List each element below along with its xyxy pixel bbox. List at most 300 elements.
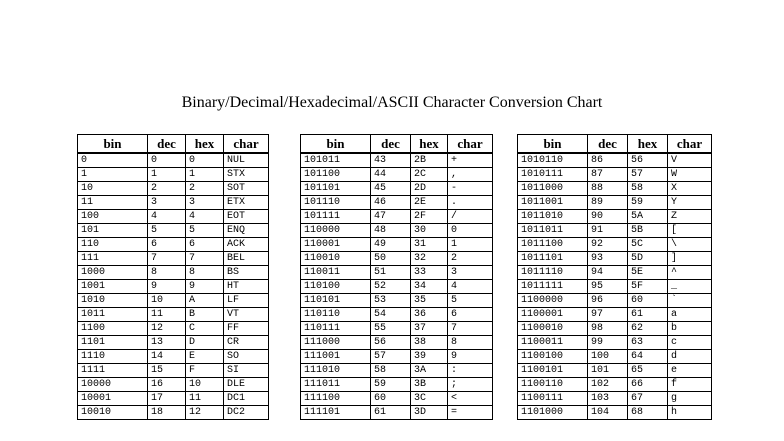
cell-char: ETX bbox=[224, 196, 269, 210]
cell-bin: 1011000 bbox=[518, 182, 588, 196]
table-row bbox=[78, 322, 269, 336]
table-row bbox=[301, 378, 493, 392]
table-row bbox=[78, 224, 269, 238]
cell-bin: 110101 bbox=[301, 294, 371, 308]
cell-bin: 1001 bbox=[78, 280, 148, 294]
cell-bin: 1110 bbox=[78, 350, 148, 364]
cell-dec: 102 bbox=[588, 378, 628, 392]
cell-hex: F bbox=[186, 364, 224, 378]
cell-char: a bbox=[668, 308, 712, 322]
cell-bin: 111000 bbox=[301, 336, 371, 350]
cell-char: ACK bbox=[224, 238, 269, 252]
cell-char: ` bbox=[668, 294, 712, 308]
cell-hex: 5C bbox=[628, 238, 668, 252]
cell-hex: 65 bbox=[628, 364, 668, 378]
cell-char: 8 bbox=[448, 336, 493, 350]
cell-bin: 1100111 bbox=[518, 392, 588, 406]
table-row bbox=[518, 182, 712, 196]
cell-bin: 1011111 bbox=[518, 280, 588, 294]
cell-dec: 13 bbox=[148, 336, 186, 350]
cell-hex: 36 bbox=[411, 308, 448, 322]
cell-char: 6 bbox=[448, 308, 493, 322]
cell-dec: 49 bbox=[371, 238, 411, 252]
cell-char: BS bbox=[224, 266, 269, 280]
cell-bin: 1100010 bbox=[518, 322, 588, 336]
cell-char: W bbox=[668, 168, 712, 182]
cell-bin: 101011 bbox=[301, 153, 371, 168]
cell-hex: 9 bbox=[186, 280, 224, 294]
cell-dec: 7 bbox=[148, 252, 186, 266]
cell-dec: 46 bbox=[371, 196, 411, 210]
cell-hex: 5E bbox=[628, 266, 668, 280]
cell-bin: 1100001 bbox=[518, 308, 588, 322]
header-hex: hex bbox=[628, 135, 668, 154]
cell-bin: 1011100 bbox=[518, 238, 588, 252]
cell-dec: 18 bbox=[148, 406, 186, 420]
header-char: char bbox=[224, 135, 269, 154]
cell-char: Y bbox=[668, 196, 712, 210]
table-header-row bbox=[78, 135, 269, 154]
cell-hex: 5 bbox=[186, 224, 224, 238]
cell-hex: 5D bbox=[628, 252, 668, 266]
cell-bin: 110001 bbox=[301, 238, 371, 252]
cell-bin: 101110 bbox=[301, 196, 371, 210]
cell-char: < bbox=[448, 392, 493, 406]
cell-hex: 31 bbox=[411, 238, 448, 252]
cell-bin: 111011 bbox=[301, 378, 371, 392]
cell-bin: 1100100 bbox=[518, 350, 588, 364]
cell-char: V bbox=[668, 153, 712, 168]
header-dec: dec bbox=[148, 135, 186, 154]
header-bin: bin bbox=[78, 135, 148, 154]
cell-char: EOT bbox=[224, 210, 269, 224]
cell-hex: E bbox=[186, 350, 224, 364]
header-dec: dec bbox=[371, 135, 411, 154]
cell-char: VT bbox=[224, 308, 269, 322]
cell-dec: 11 bbox=[148, 308, 186, 322]
cell-bin: 1011011 bbox=[518, 224, 588, 238]
cell-dec: 10 bbox=[148, 294, 186, 308]
table-row bbox=[78, 238, 269, 252]
cell-bin: 10000 bbox=[78, 378, 148, 392]
cell-bin: 101111 bbox=[301, 210, 371, 224]
cell-dec: 43 bbox=[371, 153, 411, 168]
cell-hex: 33 bbox=[411, 266, 448, 280]
cell-bin: 110000 bbox=[301, 224, 371, 238]
table-row bbox=[301, 406, 493, 420]
cell-bin: 1100000 bbox=[518, 294, 588, 308]
cell-dec: 86 bbox=[588, 153, 628, 168]
cell-bin: 1100101 bbox=[518, 364, 588, 378]
cell-hex: 2B bbox=[411, 153, 448, 168]
cell-bin: 1111 bbox=[78, 364, 148, 378]
cell-dec: 98 bbox=[588, 322, 628, 336]
cell-dec: 99 bbox=[588, 336, 628, 350]
cell-bin: 110010 bbox=[301, 252, 371, 266]
table-row bbox=[78, 252, 269, 266]
table-row bbox=[518, 350, 712, 364]
cell-bin: 1011001 bbox=[518, 196, 588, 210]
cell-hex: 3A bbox=[411, 364, 448, 378]
cell-char: ] bbox=[668, 252, 712, 266]
cell-char: ; bbox=[448, 378, 493, 392]
page-title: Binary/Decimal/Hexadecimal/ASCII Character Conversion Chart bbox=[181, 94, 603, 111]
cell-dec: 50 bbox=[371, 252, 411, 266]
cell-char: SOT bbox=[224, 182, 269, 196]
cell-char: ENQ bbox=[224, 224, 269, 238]
table-row bbox=[78, 308, 269, 322]
cell-char: 3 bbox=[448, 266, 493, 280]
cell-char: STX bbox=[224, 168, 269, 182]
cell-hex: 2C bbox=[411, 168, 448, 182]
cell-char: _ bbox=[668, 280, 712, 294]
table-row bbox=[301, 350, 493, 364]
cell-hex: 12 bbox=[186, 406, 224, 420]
table-row bbox=[301, 336, 493, 350]
table-row bbox=[518, 308, 712, 322]
cell-bin: 101101 bbox=[301, 182, 371, 196]
cell-hex: 59 bbox=[628, 196, 668, 210]
cell-hex: 3B bbox=[411, 378, 448, 392]
cell-hex: 56 bbox=[628, 153, 668, 168]
cell-bin: 111 bbox=[78, 252, 148, 266]
cell-bin: 1101 bbox=[78, 336, 148, 350]
cell-dec: 100 bbox=[588, 350, 628, 364]
cell-dec: 1 bbox=[148, 168, 186, 182]
cell-bin: 110110 bbox=[301, 308, 371, 322]
cell-bin: 1 bbox=[78, 168, 148, 182]
cell-dec: 8 bbox=[148, 266, 186, 280]
cell-dec: 97 bbox=[588, 308, 628, 322]
cell-char: SI bbox=[224, 364, 269, 378]
cell-bin: 10 bbox=[78, 182, 148, 196]
cell-hex: 3C bbox=[411, 392, 448, 406]
cell-bin: 1011010 bbox=[518, 210, 588, 224]
cell-char: DC1 bbox=[224, 392, 269, 406]
conversion-table-2 bbox=[300, 134, 493, 420]
cell-dec: 104 bbox=[588, 406, 628, 420]
header-char: char bbox=[448, 135, 493, 154]
cell-char: Z bbox=[668, 210, 712, 224]
cell-dec: 56 bbox=[371, 336, 411, 350]
cell-hex: 64 bbox=[628, 350, 668, 364]
table-row bbox=[518, 378, 712, 392]
cell-hex: 6 bbox=[186, 238, 224, 252]
cell-char: CR bbox=[224, 336, 269, 350]
table-row bbox=[301, 392, 493, 406]
cell-dec: 54 bbox=[371, 308, 411, 322]
cell-hex: 2E bbox=[411, 196, 448, 210]
cell-char: [ bbox=[668, 224, 712, 238]
cell-char: / bbox=[448, 210, 493, 224]
cell-hex: 2F bbox=[411, 210, 448, 224]
cell-bin: 1000 bbox=[78, 266, 148, 280]
cell-dec: 92 bbox=[588, 238, 628, 252]
table-row bbox=[301, 322, 493, 336]
cell-dec: 96 bbox=[588, 294, 628, 308]
cell-bin: 1100110 bbox=[518, 378, 588, 392]
cell-hex: 32 bbox=[411, 252, 448, 266]
cell-dec: 88 bbox=[588, 182, 628, 196]
cell-bin: 101 bbox=[78, 224, 148, 238]
cell-dec: 94 bbox=[588, 266, 628, 280]
cell-char: d bbox=[668, 350, 712, 364]
table-row bbox=[78, 378, 269, 392]
table-row bbox=[518, 266, 712, 280]
table-row bbox=[78, 196, 269, 210]
cell-hex: 62 bbox=[628, 322, 668, 336]
cell-hex: 34 bbox=[411, 280, 448, 294]
cell-char: 4 bbox=[448, 280, 493, 294]
cell-hex: 60 bbox=[628, 294, 668, 308]
cell-dec: 15 bbox=[148, 364, 186, 378]
cell-bin: 11 bbox=[78, 196, 148, 210]
cell-char: . bbox=[448, 196, 493, 210]
cell-char: DC2 bbox=[224, 406, 269, 420]
table-row bbox=[518, 210, 712, 224]
cell-char: HT bbox=[224, 280, 269, 294]
table-row bbox=[78, 350, 269, 364]
cell-dec: 89 bbox=[588, 196, 628, 210]
table-header-row bbox=[301, 135, 493, 154]
cell-dec: 17 bbox=[148, 392, 186, 406]
cell-hex: 67 bbox=[628, 392, 668, 406]
cell-char: f bbox=[668, 378, 712, 392]
cell-dec: 44 bbox=[371, 168, 411, 182]
cell-char: DLE bbox=[224, 378, 269, 392]
table-row bbox=[301, 308, 493, 322]
cell-hex: 7 bbox=[186, 252, 224, 266]
cell-bin: 10010 bbox=[78, 406, 148, 420]
cell-dec: 91 bbox=[588, 224, 628, 238]
cell-bin: 111001 bbox=[301, 350, 371, 364]
cell-char: 7 bbox=[448, 322, 493, 336]
table-row bbox=[78, 294, 269, 308]
table-row bbox=[518, 294, 712, 308]
cell-dec: 90 bbox=[588, 210, 628, 224]
table-row bbox=[78, 168, 269, 182]
cell-bin: 101100 bbox=[301, 168, 371, 182]
cell-char: 2 bbox=[448, 252, 493, 266]
cell-char: \ bbox=[668, 238, 712, 252]
header-hex: hex bbox=[186, 135, 224, 154]
table-row bbox=[301, 266, 493, 280]
cell-dec: 53 bbox=[371, 294, 411, 308]
cell-bin: 110011 bbox=[301, 266, 371, 280]
table-row bbox=[518, 196, 712, 210]
table-row bbox=[301, 280, 493, 294]
cell-dec: 3 bbox=[148, 196, 186, 210]
cell-char: LF bbox=[224, 294, 269, 308]
cell-dec: 45 bbox=[371, 182, 411, 196]
cell-hex: D bbox=[186, 336, 224, 350]
cell-dec: 52 bbox=[371, 280, 411, 294]
table-row bbox=[301, 364, 493, 378]
cell-dec: 2 bbox=[148, 182, 186, 196]
table-row bbox=[301, 224, 493, 238]
cell-hex: 58 bbox=[628, 182, 668, 196]
table-row bbox=[78, 392, 269, 406]
table-row bbox=[78, 153, 269, 168]
cell-hex: 30 bbox=[411, 224, 448, 238]
cell-hex: 4 bbox=[186, 210, 224, 224]
cell-bin: 1010111 bbox=[518, 168, 588, 182]
table-row bbox=[518, 364, 712, 378]
table-row bbox=[78, 210, 269, 224]
cell-hex: 68 bbox=[628, 406, 668, 420]
cell-hex: 39 bbox=[411, 350, 448, 364]
cell-char: NUL bbox=[224, 153, 269, 168]
cell-dec: 59 bbox=[371, 378, 411, 392]
cell-hex: 5A bbox=[628, 210, 668, 224]
table-row bbox=[518, 224, 712, 238]
cell-dec: 93 bbox=[588, 252, 628, 266]
table-row bbox=[301, 210, 493, 224]
cell-char: 9 bbox=[448, 350, 493, 364]
cell-char: = bbox=[448, 406, 493, 420]
header-hex: hex bbox=[411, 135, 448, 154]
table-row bbox=[78, 266, 269, 280]
cell-hex: 3D bbox=[411, 406, 448, 420]
cell-hex: B bbox=[186, 308, 224, 322]
table-row bbox=[301, 252, 493, 266]
table-row bbox=[78, 364, 269, 378]
table-row bbox=[78, 182, 269, 196]
cell-hex: 3 bbox=[186, 196, 224, 210]
cell-bin: 1100011 bbox=[518, 336, 588, 350]
table-row bbox=[78, 406, 269, 420]
cell-char: h bbox=[668, 406, 712, 420]
cell-char: 1 bbox=[448, 238, 493, 252]
cell-dec: 9 bbox=[148, 280, 186, 294]
cell-char: : bbox=[448, 364, 493, 378]
cell-bin: 110100 bbox=[301, 280, 371, 294]
cell-hex: 8 bbox=[186, 266, 224, 280]
table-row bbox=[301, 238, 493, 252]
cell-hex: 37 bbox=[411, 322, 448, 336]
cell-hex: 10 bbox=[186, 378, 224, 392]
conversion-table-3 bbox=[517, 134, 712, 420]
table-row bbox=[301, 294, 493, 308]
table-row bbox=[518, 322, 712, 336]
cell-hex: 0 bbox=[186, 153, 224, 168]
cell-char: - bbox=[448, 182, 493, 196]
cell-hex: 5B bbox=[628, 224, 668, 238]
cell-bin: 1011110 bbox=[518, 266, 588, 280]
cell-char: 5 bbox=[448, 294, 493, 308]
cell-dec: 101 bbox=[588, 364, 628, 378]
conversion-table-1 bbox=[77, 134, 269, 420]
table-row bbox=[518, 406, 712, 420]
table-row bbox=[301, 196, 493, 210]
cell-bin: 1011 bbox=[78, 308, 148, 322]
cell-char: ^ bbox=[668, 266, 712, 280]
table-row bbox=[518, 392, 712, 406]
cell-bin: 10001 bbox=[78, 392, 148, 406]
cell-dec: 58 bbox=[371, 364, 411, 378]
table-row bbox=[301, 182, 493, 196]
table-row bbox=[518, 168, 712, 182]
cell-hex: 63 bbox=[628, 336, 668, 350]
cell-dec: 12 bbox=[148, 322, 186, 336]
cell-bin: 1010110 bbox=[518, 153, 588, 168]
cell-dec: 14 bbox=[148, 350, 186, 364]
cell-bin: 110 bbox=[78, 238, 148, 252]
cell-dec: 48 bbox=[371, 224, 411, 238]
cell-dec: 60 bbox=[371, 392, 411, 406]
cell-hex: A bbox=[186, 294, 224, 308]
cell-char: + bbox=[448, 153, 493, 168]
header-char: char bbox=[668, 135, 712, 154]
table-row bbox=[518, 336, 712, 350]
cell-dec: 4 bbox=[148, 210, 186, 224]
cell-hex: 1 bbox=[186, 168, 224, 182]
cell-char: g bbox=[668, 392, 712, 406]
cell-dec: 87 bbox=[588, 168, 628, 182]
cell-hex: 2D bbox=[411, 182, 448, 196]
cell-bin: 0 bbox=[78, 153, 148, 168]
header-dec: dec bbox=[588, 135, 628, 154]
cell-char: , bbox=[448, 168, 493, 182]
cell-bin: 111100 bbox=[301, 392, 371, 406]
cell-char: c bbox=[668, 336, 712, 350]
table-row bbox=[518, 252, 712, 266]
cell-hex: C bbox=[186, 322, 224, 336]
cell-dec: 55 bbox=[371, 322, 411, 336]
header-bin: bin bbox=[301, 135, 371, 154]
cell-bin: 111010 bbox=[301, 364, 371, 378]
cell-bin: 1101000 bbox=[518, 406, 588, 420]
table-row bbox=[78, 336, 269, 350]
cell-dec: 5 bbox=[148, 224, 186, 238]
cell-hex: 2 bbox=[186, 182, 224, 196]
cell-dec: 47 bbox=[371, 210, 411, 224]
cell-char: 0 bbox=[448, 224, 493, 238]
cell-dec: 51 bbox=[371, 266, 411, 280]
cell-hex: 35 bbox=[411, 294, 448, 308]
header-bin: bin bbox=[518, 135, 588, 154]
cell-bin: 1010 bbox=[78, 294, 148, 308]
cell-char: e bbox=[668, 364, 712, 378]
table-row bbox=[78, 280, 269, 294]
table-row bbox=[518, 238, 712, 252]
cell-bin: 1100 bbox=[78, 322, 148, 336]
table-row bbox=[518, 280, 712, 294]
cell-bin: 1011101 bbox=[518, 252, 588, 266]
cell-char: b bbox=[668, 322, 712, 336]
cell-dec: 57 bbox=[371, 350, 411, 364]
cell-hex: 5F bbox=[628, 280, 668, 294]
cell-dec: 0 bbox=[148, 153, 186, 168]
table-row bbox=[518, 153, 712, 168]
cell-dec: 61 bbox=[371, 406, 411, 420]
cell-bin: 100 bbox=[78, 210, 148, 224]
cell-hex: 57 bbox=[628, 168, 668, 182]
cell-hex: 61 bbox=[628, 308, 668, 322]
cell-dec: 16 bbox=[148, 378, 186, 392]
cell-char: X bbox=[668, 182, 712, 196]
table-header-row bbox=[518, 135, 712, 154]
cell-bin: 111101 bbox=[301, 406, 371, 420]
table-row bbox=[301, 153, 493, 168]
table-row bbox=[301, 168, 493, 182]
cell-char: FF bbox=[224, 322, 269, 336]
cell-char: SO bbox=[224, 350, 269, 364]
cell-hex: 11 bbox=[186, 392, 224, 406]
cell-hex: 66 bbox=[628, 378, 668, 392]
cell-char: BEL bbox=[224, 252, 269, 266]
cell-dec: 6 bbox=[148, 238, 186, 252]
